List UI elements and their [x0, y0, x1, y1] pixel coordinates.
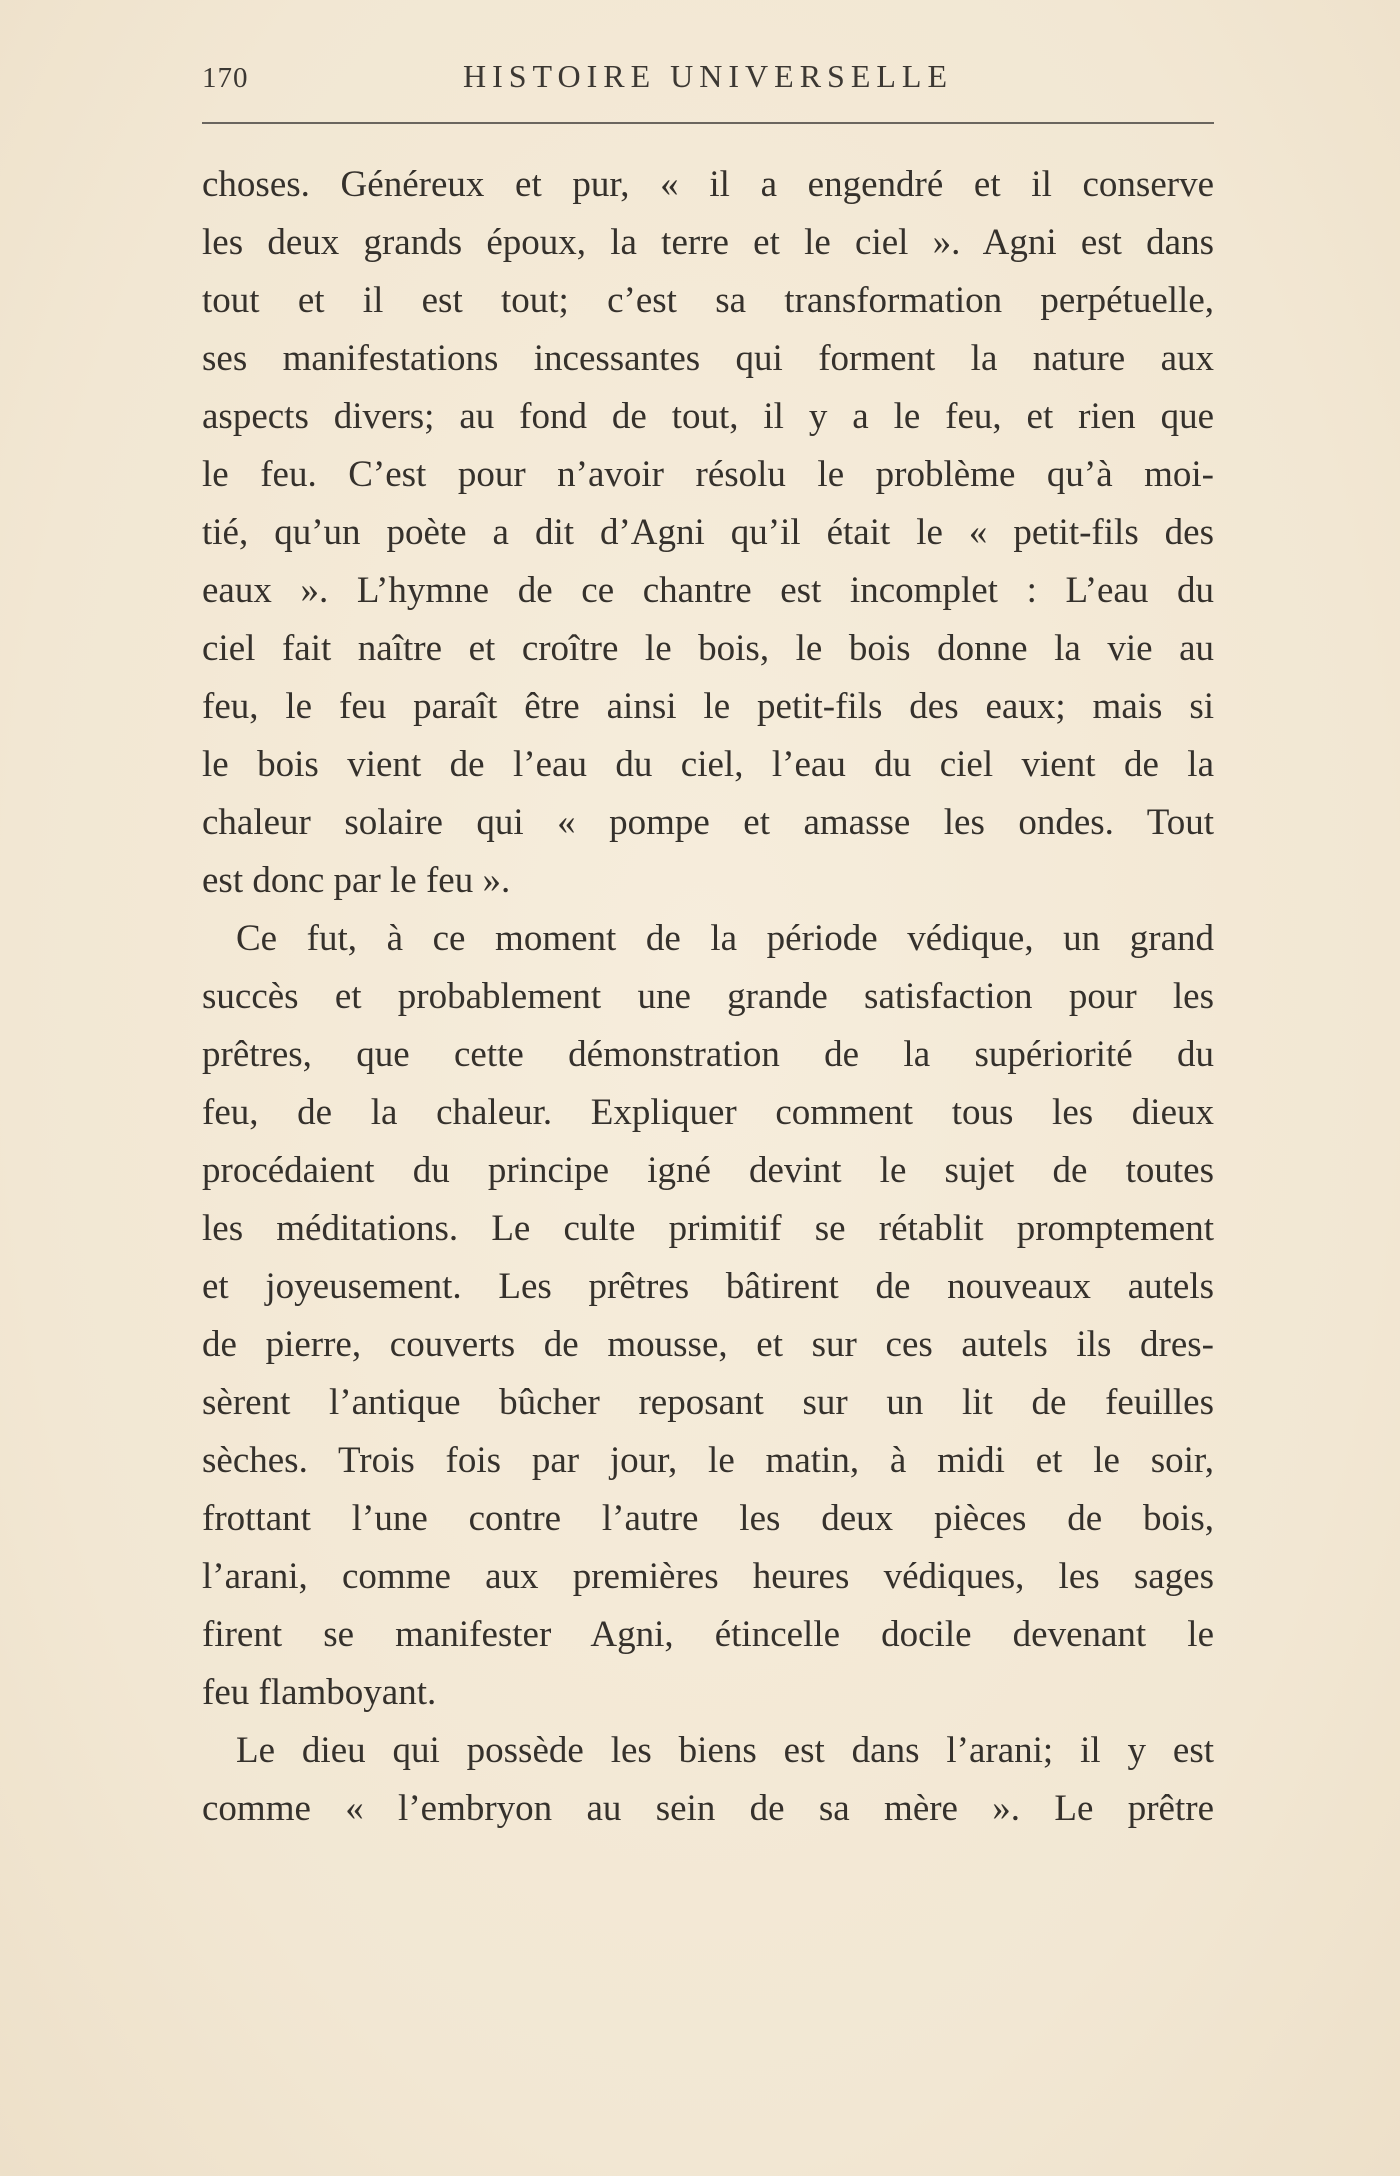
- page-header: [202, 52, 1214, 100]
- text-line: et joyeusement. Les prêtres bâtirent de nouveaux autels: [202, 1266, 1214, 1307]
- text-line: procédaient du principe igné devint le sujet de toutes: [202, 1150, 1214, 1191]
- text-line: aspects divers; au fond de tout, il y a le feu, et rien que: [202, 396, 1214, 437]
- text-line: comme « l’embryon au sein de sa mère ». Le prêtre: [202, 1788, 1214, 1829]
- text-line: feu flamboyant.: [202, 1672, 437, 1713]
- text-line: chaleur solaire qui « pompe et amasse les ondes. Tout: [202, 802, 1214, 843]
- running-title: HISTOIRE UNIVERSELLE: [462, 58, 954, 94]
- paragraph-start-line: Ce fut, à ce moment de la période védique, un grand: [236, 918, 1214, 959]
- text-line: tié, qu’un poète a dit d’Agni qu’il était le « petit-fils des: [202, 512, 1214, 553]
- text-line: est donc par le feu ».: [202, 860, 511, 901]
- page-number: 170: [202, 62, 249, 94]
- text-line: prêtres, que cette démonstration de la supériorité du: [202, 1034, 1214, 1075]
- text-line: ses manifestations incessantes qui forment la nature aux: [202, 338, 1214, 379]
- text-line: les deux grands époux, la terre et le ciel ». Agni est dans: [202, 222, 1214, 263]
- text-line: feu, de la chaleur. Expliquer comment tous les dieux: [202, 1092, 1214, 1133]
- text-line: de pierre, couverts de mousse, et sur ces autels ils dres-: [202, 1324, 1214, 1365]
- text-line: sèrent l’antique bûcher reposant sur un lit de feuilles: [202, 1382, 1214, 1423]
- text-line: tout et il est tout; c’est sa transformation perpétuelle,: [202, 280, 1214, 321]
- text-line: firent se manifester Agni, étincelle docile devenant le: [202, 1614, 1214, 1655]
- text-line: eaux ». L’hymne de ce chantre est incomplet : L’eau du: [202, 570, 1214, 611]
- text-line: l’arani, comme aux premières heures védiques, les sages: [202, 1556, 1214, 1597]
- text-line: succès et probablement une grande satisfaction pour les: [202, 976, 1214, 1017]
- text-line: les méditations. Le culte primitif se rétablit promptement: [202, 1208, 1214, 1249]
- text-line: frottant l’une contre l’autre les deux pièces de bois,: [202, 1498, 1214, 1539]
- text-line: choses. Généreux et pur, « il a engendré et il conserve: [202, 164, 1214, 205]
- paragraph-start-line: Le dieu qui possède les biens est dans l’arani; il y est: [236, 1730, 1214, 1771]
- text-line: feu, le feu paraît être ainsi le petit-fils des eaux; mais si: [202, 686, 1214, 727]
- text-line: le bois vient de l’eau du ciel, l’eau du ciel vient de la: [202, 744, 1214, 785]
- text-line: sèches. Trois fois par jour, le matin, à midi et le soir,: [202, 1440, 1214, 1481]
- header-rule: [202, 122, 1214, 124]
- text-line: ciel fait naître et croître le bois, le bois donne la vie au: [202, 628, 1214, 669]
- body-text: [202, 156, 1214, 1838]
- text-line: le feu. C’est pour n’avoir résolu le problème qu’à moi-: [202, 454, 1214, 495]
